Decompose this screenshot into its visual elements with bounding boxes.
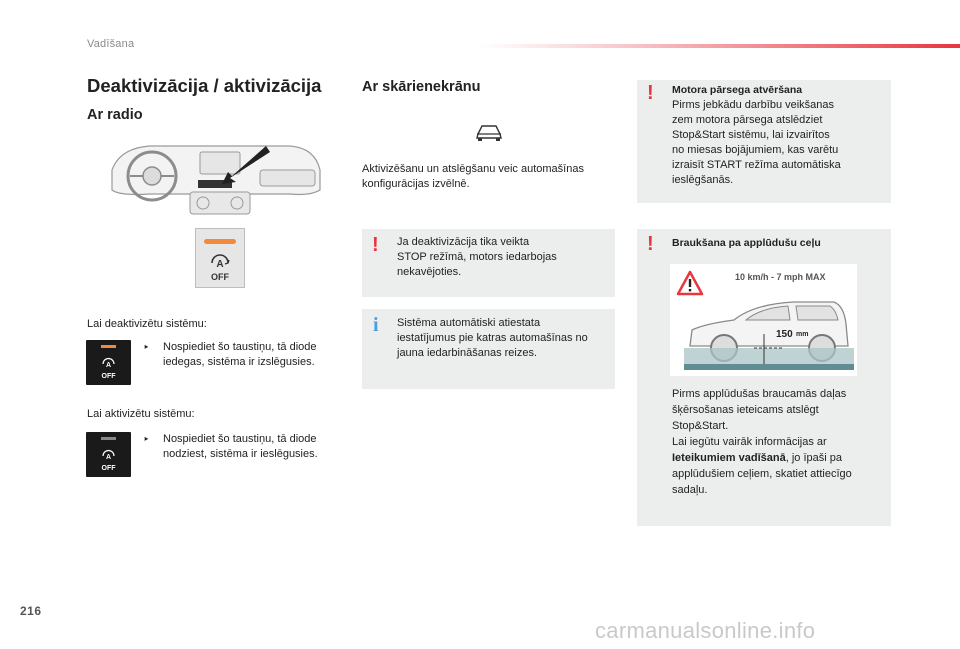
- info-box: [362, 309, 615, 389]
- flood-line4: Lai iegūtu vairāk informācijas ar: [672, 436, 827, 448]
- header-accent-line: [480, 44, 960, 48]
- flood-line2: šķērsošanas ieteicams atslēgt: [672, 404, 819, 416]
- hood-warning-title: Motora pārsega atvēršana: [672, 84, 803, 96]
- flood-line3: Stop&Start.: [672, 420, 729, 432]
- flooded-road-title: Braukšana pa applūdušu ceļu: [672, 237, 821, 249]
- warning-line2: STOP režīmā, motors iedarbojas: [397, 251, 557, 263]
- off-label: OFF: [101, 465, 116, 472]
- flood-line5-rest: , jo īpaši pa: [785, 452, 842, 464]
- subtitle-touchscreen: Ar skārienekrānu: [362, 79, 481, 95]
- touchscreen-text-line1: Aktivizēšanu un atslēgšanu veic automašīnas: [362, 163, 584, 175]
- hood-warning-line1: Pirms jebkādu darbību veikšanas: [672, 99, 835, 111]
- flood-line1: Pirms applūdušas braucamās daļas: [672, 388, 847, 400]
- activate-step-line2: nodziest, sistēma ir ieslēgusies.: [163, 448, 318, 460]
- deactivate-step-line1: Nospiediet šo taustiņu, tā diode: [163, 341, 317, 353]
- activate-intro: Lai aktivizētu sistēmu:: [87, 408, 195, 420]
- car-in-water-drawing: [684, 294, 854, 374]
- info-line1: Sistēma automātiski atiestata: [397, 317, 541, 329]
- speed-limit-label: 10 km/h - 7 mph MAX: [735, 272, 826, 282]
- led-indicator-on: [101, 345, 116, 348]
- led-indicator-off: [101, 437, 116, 440]
- flood-line7: sadaļu.: [672, 484, 708, 496]
- flooded-road-box: [637, 229, 891, 526]
- hood-warning-line6: ieslēgšanās.: [672, 174, 734, 186]
- flood-line5: [672, 451, 842, 467]
- stop-start-icon: [209, 251, 231, 273]
- page-number: 216: [20, 604, 42, 618]
- page-title: Deaktivizācija / aktivizācija: [87, 75, 322, 96]
- button-illustration-frame: [195, 228, 245, 288]
- svg-text:A: A: [105, 454, 112, 461]
- off-label: OFF: [101, 373, 116, 380]
- hood-warning-line4: no miesas bojājumiem, kas varētu: [672, 144, 839, 156]
- flood-line6: applūdušiem ceļiem, skatiet attiecīgo: [672, 468, 852, 480]
- dashboard-illustration: [110, 140, 322, 218]
- warning-exclamation-icon: !: [647, 233, 654, 255]
- activate-step-line1: Nospiediet šo taustiņu, tā diode: [163, 433, 317, 445]
- info-icon: i: [373, 314, 379, 336]
- warning-exclamation-icon: !: [372, 234, 379, 256]
- subtitle-radio: Ar radio: [87, 107, 143, 123]
- hood-warning-line5: izraisīt START režīma automātiska: [672, 159, 841, 171]
- section-header: Vadīšana: [87, 38, 135, 50]
- car-icon: [474, 122, 504, 144]
- hood-warning-line2: zem motora pārsega atslēdziet: [672, 114, 823, 126]
- bullet-icon: ‣: [143, 342, 150, 354]
- off-label: OFF: [211, 272, 229, 282]
- flood-illustration: [670, 264, 857, 376]
- svg-text:A: A: [105, 362, 112, 369]
- stop-start-button-on: [86, 340, 131, 385]
- info-line2: iestatījumus pie katras automašīnas no: [397, 332, 588, 344]
- depth-value: 150: [776, 329, 793, 340]
- stop-start-button-off: [86, 432, 131, 477]
- warning-triangle-icon: [676, 270, 704, 296]
- hood-warning-box: [637, 80, 891, 203]
- svg-text:A: A: [216, 259, 224, 270]
- warning-line3: nekavējoties.: [397, 266, 462, 278]
- watermark: carmanualsonline.info: [595, 618, 816, 643]
- bullet-icon: ‣: [143, 434, 150, 446]
- driving-advice-link-text: Ieteikumiem vadīšanā: [672, 452, 786, 464]
- warning-box: [362, 229, 615, 297]
- hood-warning-line3: Stop&Start sistēmu, lai izvairītos: [672, 129, 830, 141]
- stop-start-icon: [101, 448, 116, 463]
- warning-exclamation-icon: !: [647, 82, 654, 104]
- depth-unit: mm: [796, 331, 809, 338]
- deactivate-intro: Lai deaktivizētu sistēmu:: [87, 318, 207, 330]
- touchscreen-text-line2: konfigurācijas izvēlnē.: [362, 178, 470, 190]
- deactivate-step-line2: iedegas, sistēma ir izslēgusies.: [163, 356, 315, 368]
- led-indicator-on: [204, 239, 236, 244]
- info-line3: jauna iedarbināšanas reizes.: [397, 347, 538, 359]
- stop-start-icon: [101, 356, 116, 371]
- warning-line1: Ja deaktivizācija tika veikta: [397, 236, 530, 248]
